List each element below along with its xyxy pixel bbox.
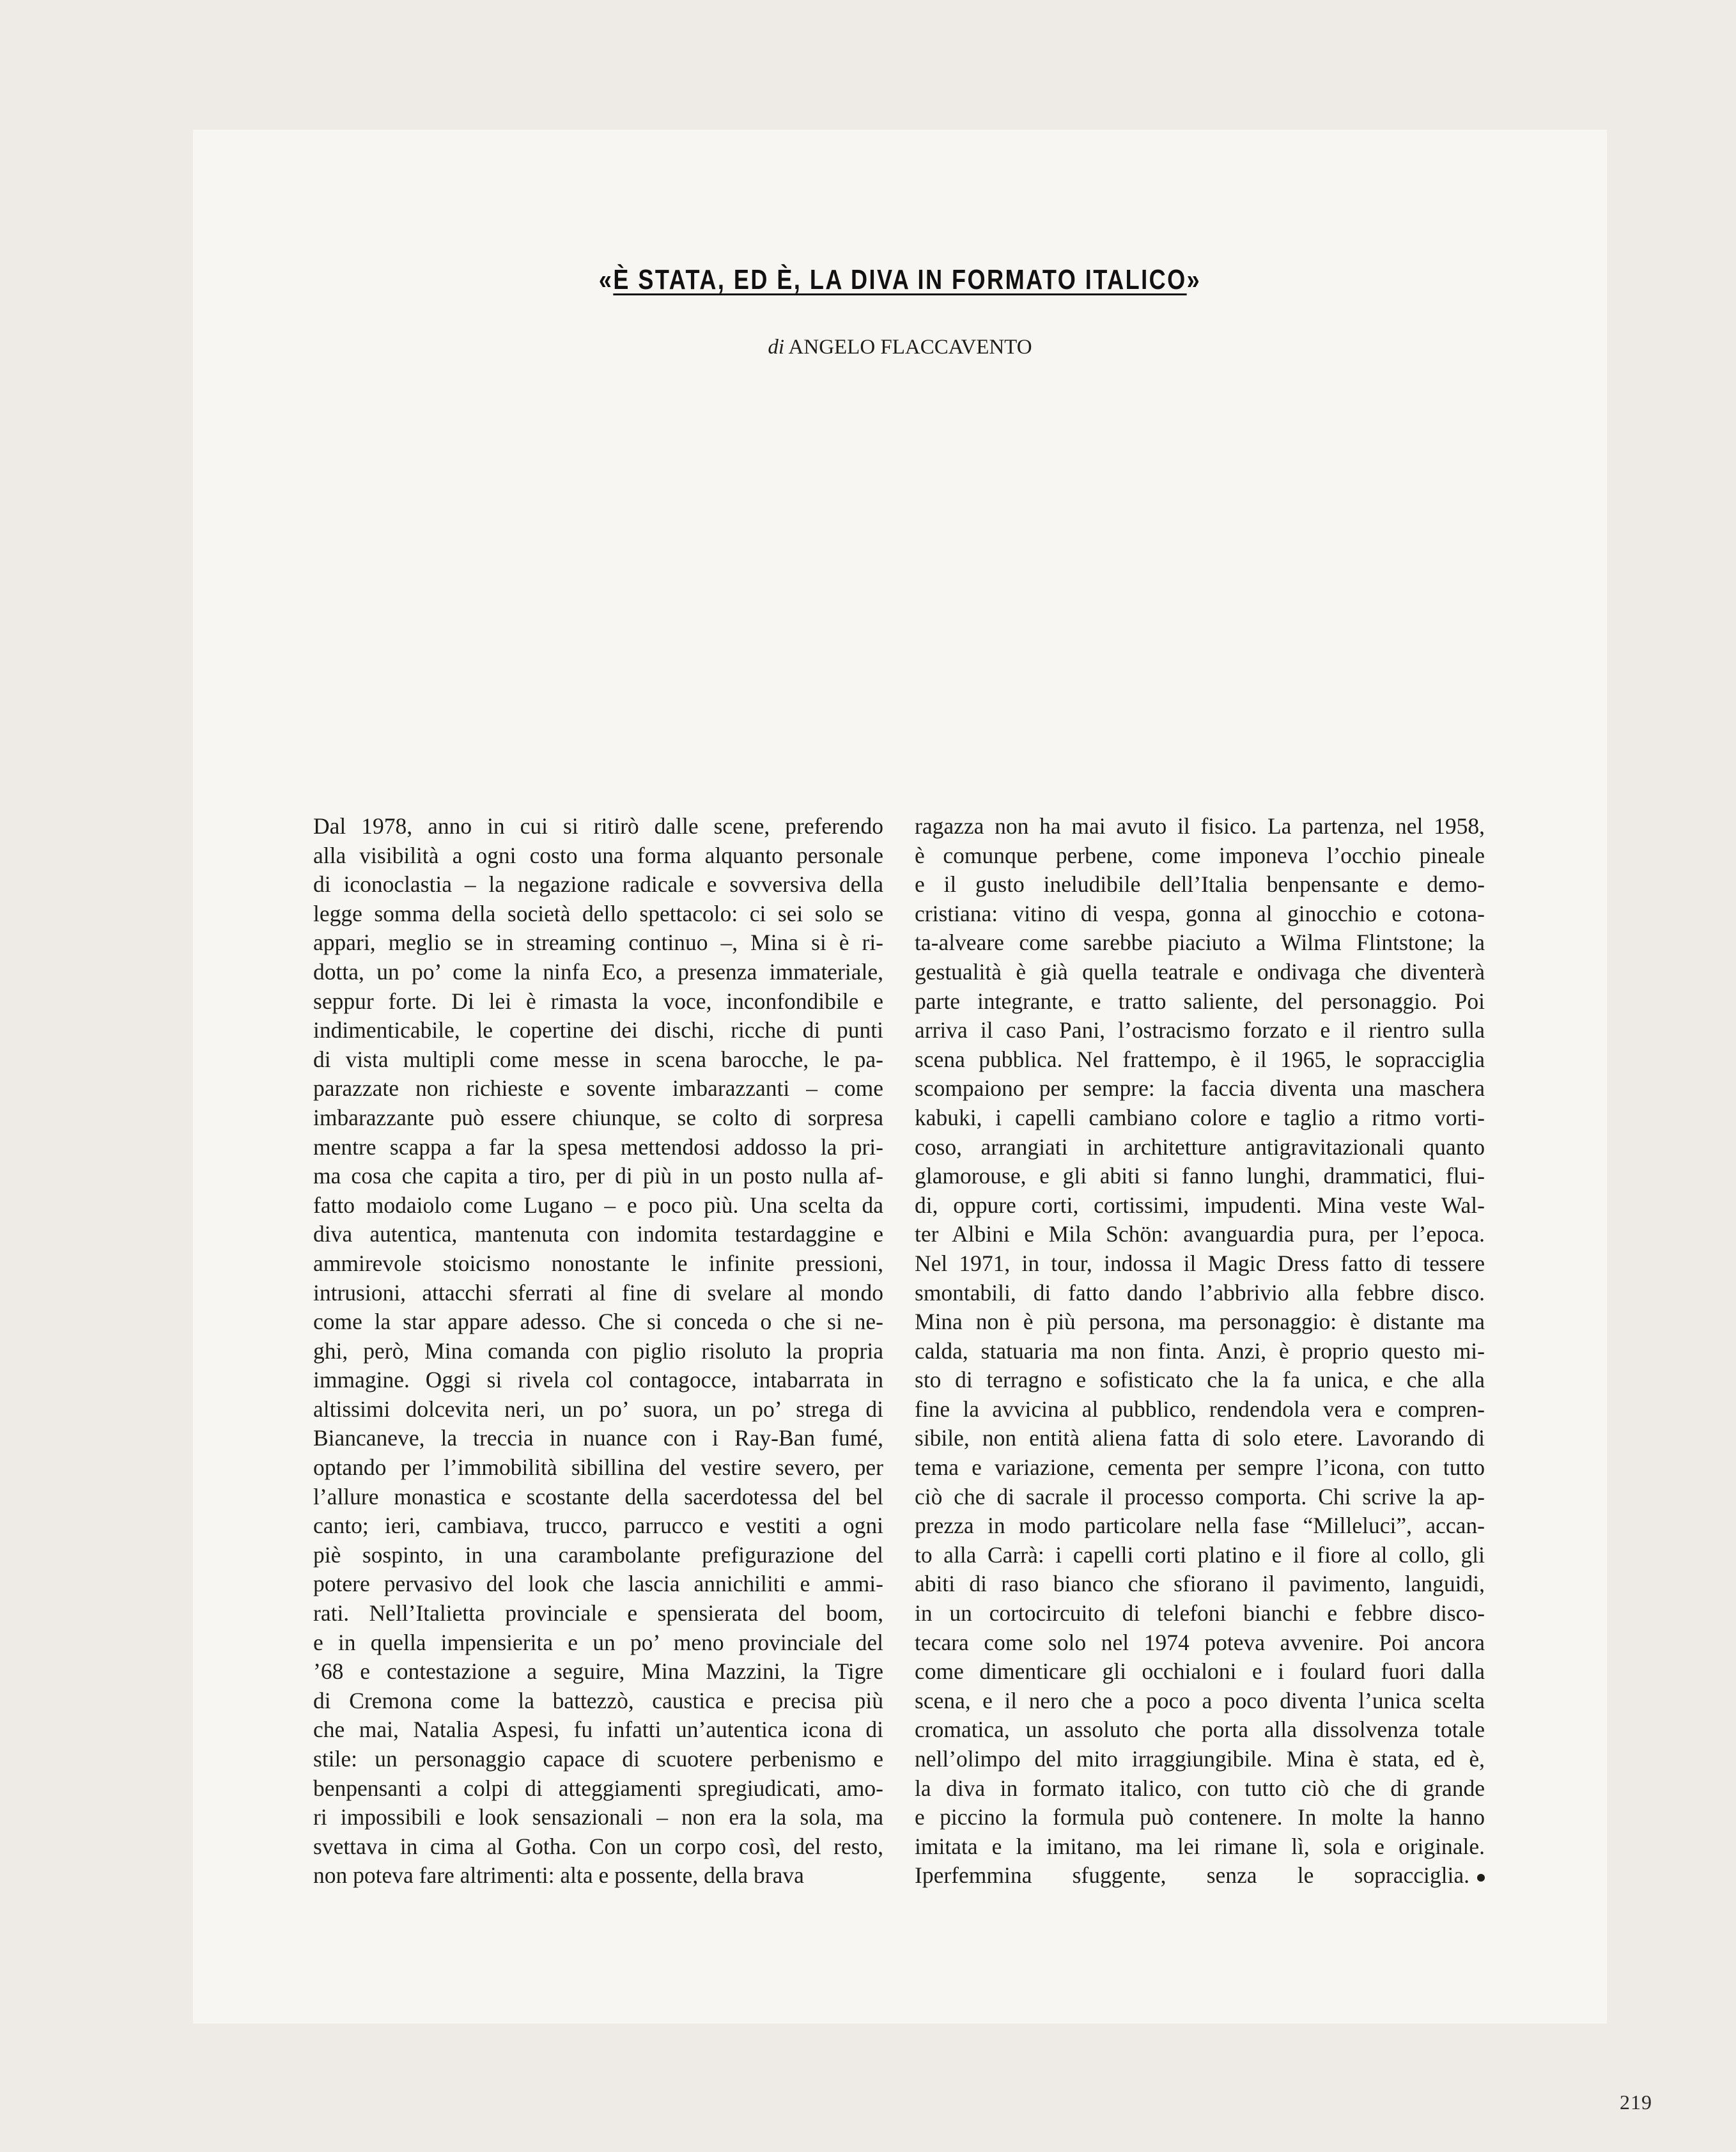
text-line: gestualità è già quella teatrale e ondivaga che diventerà — [915, 958, 1485, 985]
text-line: imitata e la imitano, ma lei rimane lì, sola e originale. — [915, 1833, 1485, 1859]
text-line: sibile, non entità aliena fatta di solo etere. Lavorando di — [915, 1425, 1485, 1451]
page-number: 219 — [1620, 2091, 1652, 2114]
text-line: canto; ieri, cambiava, trucco, parrucco e vestiti a ogni — [313, 1513, 883, 1539]
text-line: smontabili, di fatto dando l’abbrivio alla febbre disco. — [915, 1279, 1485, 1306]
text-line: scena pubblica. Nel frattempo, è il 1965, le sopracciglia — [915, 1046, 1485, 1072]
text-line: potere pervasivo del look che lascia annichiliti e ammi- — [313, 1571, 883, 1597]
text-line: svettava in cima al Gotha. Con un corpo così, del resto, — [313, 1833, 883, 1859]
text-line: calda, statuaria ma non finta. Anzi, è proprio questo mi- — [915, 1337, 1485, 1364]
text-line: in un cortocircuito di telefoni bianchi e febbre disco- — [915, 1600, 1485, 1626]
text-line: e il gusto ineludibile dell’Italia benpensante e demo- — [915, 871, 1485, 898]
text-line: scena, e il nero che a poco a poco diventa l’unica scelta — [915, 1687, 1485, 1713]
text-line: immagine. Oggi si rivela col contagocce, intabarrata in — [313, 1367, 883, 1393]
text-line: fine la avvicina al pubblico, rendendola vera e compren- — [915, 1396, 1485, 1422]
text-line: kabuki, i capelli cambiano colore e taglio a ritmo vorti- — [915, 1104, 1485, 1130]
text-line: abiti di raso bianco che sfiorano il pavimento, languidi, — [915, 1571, 1485, 1597]
text-line: ta-alveare come sarebbe piaciuto a Wilma Flintstone; la — [915, 930, 1485, 956]
text-line: ma cosa che capita a tiro, per di più in un posto nulla af- — [313, 1163, 883, 1189]
text-line: ragazza non ha mai avuto il fisico. La partenza, nel 1958, — [915, 813, 1485, 839]
text-line: ghi, però, Mina comanda con piglio risoluto la propria — [313, 1337, 883, 1364]
text-line: la diva in formato italico, con tutto ciò che di grande — [915, 1775, 1485, 1801]
text-line: è comunque perbene, come imponeva l’occhio pineale — [915, 842, 1485, 868]
text-line: di iconoclastia – la negazione radicale e sovversiva della — [313, 871, 883, 898]
text-line: Dal 1978, anno in cui si ritirò dalle scene, preferendo — [313, 813, 883, 839]
text-line: coso, arrangiati in architetture antigravitazionali quanto — [915, 1134, 1485, 1160]
byline-prefix: di — [768, 336, 785, 359]
title-open-quote: « — [598, 264, 614, 295]
text-line: l’allure monastica e scostante della sacerdotessa del bel — [313, 1483, 883, 1509]
text-line: Nel 1971, in tour, indossa il Magic Dress fatto di tessere — [915, 1250, 1485, 1276]
text-line: diva autentica, mantenuta con indomita testardaggine e — [313, 1221, 883, 1247]
text-line: e in quella impensierita e un po’ meno provinciale del — [313, 1629, 883, 1655]
text-line: altissimi dolcevita neri, un po’ suora, un po’ strega di — [313, 1396, 883, 1422]
text-line: prezza in modo particolare nella fase “Milleluci”, accan- — [915, 1513, 1485, 1539]
text-line: legge somma della società dello spettacolo: ci sei solo se — [313, 900, 883, 926]
text-line: benpensanti a colpi di atteggiamenti spregiudicati, amo- — [313, 1775, 883, 1801]
text-line: imbarazzante può essere chiunque, se colto di sorpresa — [313, 1104, 883, 1130]
title-close-quote: » — [1186, 264, 1202, 295]
text-line: optando per l’immobilità sibillina del vestire severo, per — [313, 1454, 883, 1481]
text-line: appari, meglio se in streaming continuo –, Mina si è ri- — [313, 930, 883, 956]
text-line: stile: un personaggio capace di scuotere perbenismo e — [313, 1746, 883, 1772]
text-line: non poteva fare altrimenti: alta e possente, della brava — [313, 1862, 804, 1889]
text-line: ter Albini e Mila Schön: avanguardia pura, per l’epoca. — [915, 1221, 1485, 1247]
text-line: scompaiono per sempre: la faccia diventa una maschera — [915, 1075, 1485, 1102]
text-line: alla visibilità a ogni costo una forma alquanto personale — [313, 842, 883, 868]
text-line: glamorouse, e gli abiti si fanno lunghi, drammatici, flui- — [915, 1163, 1485, 1189]
text-line: intrusioni, attacchi sferrati al fine di svelare al mondo — [313, 1279, 883, 1306]
text-line: di vista multipli come messe in scena barocche, le pa- — [313, 1046, 883, 1072]
text-line: fatto modaiolo come Lugano – e poco più. Una scelta da — [313, 1192, 883, 1218]
text-line: come la star appare adesso. Che si conceda o che si ne- — [313, 1309, 883, 1335]
text-line: che mai, Natalia Aspesi, fu infatti un’autentica icona di — [313, 1717, 883, 1743]
text-line: parazzate non richieste e sovente imbarazzanti – come — [313, 1075, 883, 1102]
article-title — [320, 264, 1480, 296]
text-line: rati. Nell’Italietta provinciale e spensierata del boom, — [313, 1600, 883, 1626]
text-line: nell’olimpo del mito irraggiungibile. Mina è stata, ed è, — [915, 1746, 1485, 1772]
end-mark-bullet-icon — [1477, 1874, 1485, 1882]
text-line: dotta, un po’ come la ninfa Eco, a presenza immateriale, — [313, 958, 883, 985]
text-line: tema e variazione, cementa per sempre l’icona, con tutto — [915, 1454, 1485, 1481]
text-line: to alla Carrà: i capelli corti platino e il fiore al collo, gli — [915, 1541, 1485, 1568]
text-line: cromatica, un assoluto che porta alla dissolvenza totale — [915, 1717, 1485, 1743]
text-line: come dimenticare gli occhialoni e i foulard fuori dalla — [915, 1658, 1485, 1685]
text-line: indimenticabile, le copertine dei dischi, ricche di punti — [313, 1017, 883, 1043]
text-line: arriva il caso Pani, l’ostracismo forzato e il rientro sulla — [915, 1017, 1485, 1043]
text-line: Biancaneve, la treccia in nuance con i Ray-Ban fumé, — [313, 1425, 883, 1451]
byline-author: ANGELO FLACCAVENTO — [788, 336, 1032, 359]
text-line: seppur forte. Di lei è rimasta la voce, inconfondibile e — [313, 988, 883, 1014]
text-line: ri impossibili e look sensazionali – non era la sola, ma — [313, 1804, 883, 1830]
text-line: cristiana: vitino di vespa, gonna al ginocchio e cotona- — [915, 900, 1485, 926]
right-text-column — [915, 812, 1485, 1891]
text-line: ciò che di sacrale il processo comporta. Chi scrive la ap- — [915, 1483, 1485, 1509]
article-byline — [193, 336, 1607, 359]
text-line: e piccino la formula può contenere. In molte la hanno — [915, 1804, 1485, 1830]
title-text: È STATA, ED È, LA DIVA IN FORMATO ITALICO — [613, 264, 1187, 295]
text-line: di, oppure corti, cortissimi, impudenti. Mina veste Wal- — [915, 1192, 1485, 1218]
text-line: piè sospinto, in una carambolante prefigurazione del — [313, 1541, 883, 1568]
text-line: ’68 e contestazione a seguire, Mina Mazzini, la Tigre — [313, 1658, 883, 1685]
text-line: di Cremona come la battezzò, caustica e precisa più — [313, 1687, 883, 1713]
text-line: tecara come solo nel 1974 poteva avvenire. Poi ancora — [915, 1629, 1485, 1655]
text-line: mentre scappa a far la spesa mettendosi addosso la pri- — [313, 1134, 883, 1160]
text-line: Mina non è più persona, ma personaggio: è distante ma — [915, 1309, 1485, 1335]
text-line: Iperfemmina sfuggente, senza le sopracciglia. — [915, 1862, 1469, 1889]
text-line: parte integrante, e tratto saliente, del personaggio. Poi — [915, 988, 1485, 1014]
text-line: sto di terragno e sofisticato che la fa unica, e che alla — [915, 1367, 1485, 1393]
text-line: ammirevole stoicismo nonostante le infinite pressioni, — [313, 1250, 883, 1276]
left-text-column — [313, 812, 883, 1891]
article-sheet — [193, 130, 1607, 2023]
